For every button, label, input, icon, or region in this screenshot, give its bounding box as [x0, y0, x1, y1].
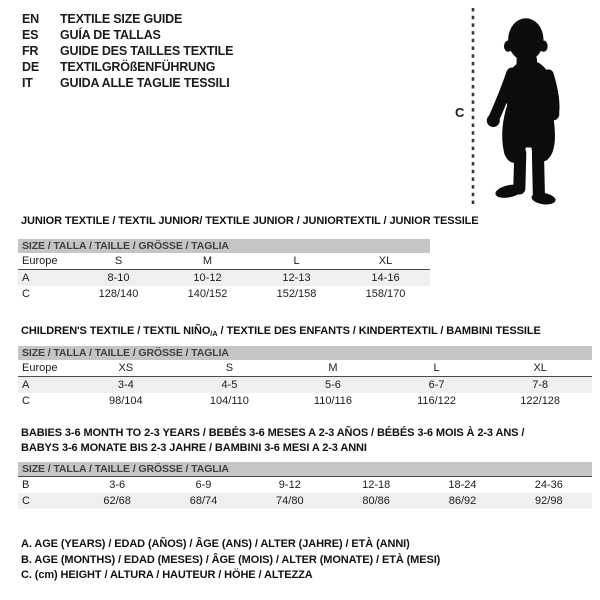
legend-line-a: A. AGE (YEARS) / EDAD (AÑOS) / ÂGE (ANS) / ALTER (JAHRE) / ETÀ (ANNI): [21, 538, 410, 550]
title-line-1: BABIES 3-6 MONTH TO 2-3 YEARS / BEBÉS 3-6 MESES A 2-3 AÑOS / BÉBÉS 3-6 MOIS À 2-3 ANS /: [21, 427, 525, 439]
table-row-age: [18, 377, 592, 393]
age-cell: 3-4: [117, 379, 134, 391]
junior-size-table: [18, 239, 430, 302]
months-cell: 3-6: [109, 479, 126, 491]
age-cell: 12-13: [282, 272, 311, 284]
height-cell: 116/122: [417, 395, 457, 407]
months-cell: 6-9: [195, 479, 212, 491]
row-label: Europe: [22, 255, 58, 267]
age-cell: 14-16: [371, 272, 400, 284]
height-cell: 158/170: [365, 288, 406, 300]
language-row-it: [22, 75, 233, 91]
height-cell: 110/116: [313, 395, 353, 407]
size-header-bar: SIZE / TALLA / TAILLE / GRÖSSE / TAGLIA: [18, 239, 430, 253]
height-cell: 98/104: [108, 395, 143, 407]
legend-line-b: B. AGE (MONTHS) / EDAD (MESES) / ÂGE (MOIS) / ALTER (MONATE) / ETÀ (MESI): [21, 553, 441, 566]
size-cell: XL: [378, 255, 393, 267]
language-label: TEXTILGRÖßENFÜHRUNG: [60, 60, 216, 74]
size-cell: L: [433, 362, 440, 374]
height-cell: 128/140: [98, 288, 139, 300]
babies-size-table: [18, 462, 592, 509]
language-row-en: [22, 11, 233, 27]
table-row-europe: [18, 253, 430, 270]
size-cell: S: [225, 362, 234, 374]
age-cell: 4-5: [221, 379, 238, 391]
children-section-title: [21, 325, 541, 338]
language-label: GUÍA DE TALLAS: [60, 28, 161, 42]
height-cell: 122/128: [520, 395, 561, 407]
height-cell: 140/152: [187, 288, 228, 300]
table-row-height: [18, 286, 430, 302]
height-measure-dashed-line: [471, 8, 475, 212]
height-cell: 152/158: [276, 288, 317, 300]
table-row-months: [18, 477, 592, 493]
age-cell: 5-6: [325, 379, 341, 391]
language-row-es: [22, 27, 233, 43]
size-cell: L: [293, 255, 300, 267]
row-label: Europe: [22, 362, 58, 374]
title-subscript: /A: [210, 329, 218, 338]
height-cell: 86/92: [448, 495, 477, 507]
row-label: C: [22, 395, 30, 407]
months-cell: 9-12: [278, 479, 301, 491]
months-cell: 12-18: [362, 479, 391, 491]
language-label: TEXTILE SIZE GUIDE: [60, 12, 183, 26]
height-cell: 92/98: [535, 495, 563, 507]
language-code: FR: [22, 44, 39, 58]
title-line-2: BABYS 3-6 MONATE BIS 2-3 JAHRE / BAMBINI 3-6 MESI A 2-3 ANNI: [21, 442, 367, 454]
size-cell: XL: [533, 362, 547, 374]
title-text: / TEXTILE DES ENFANTS / KINDERTEXTIL / BAMBINI TESSILE: [217, 325, 541, 337]
age-cell: 10-12: [193, 272, 222, 284]
age-cell: 8-10: [107, 272, 130, 284]
legend-line-c: C. (cm) HEIGHT / ALTURA / HAUTEUR / HÖHE / ALTEZZA: [21, 569, 313, 581]
height-cell: 62/68: [103, 495, 131, 507]
row-label: C: [22, 288, 30, 300]
height-cell: 80/86: [362, 495, 390, 507]
size-header-bar: SIZE / TALLA / TAILLE / GRÖSSE / TAGLIA: [18, 462, 592, 477]
size-cell: S: [114, 255, 123, 267]
height-cell: 68/74: [189, 495, 218, 507]
language-row-de: [22, 59, 233, 75]
size-cell: M: [328, 362, 338, 374]
table-row-age: [18, 270, 430, 286]
language-code: DE: [22, 60, 39, 74]
table-row-europe: [18, 360, 592, 377]
measure-legend: [21, 537, 440, 584]
children-size-table: [18, 346, 592, 409]
age-cell: 6-7: [428, 379, 445, 391]
language-code: IT: [22, 76, 33, 90]
language-row-fr: [22, 43, 233, 59]
age-cell: 7-8: [532, 379, 549, 391]
row-label: C: [22, 495, 30, 507]
language-code: ES: [22, 28, 39, 42]
table-row-height: [18, 393, 592, 409]
height-cell: 74/80: [276, 495, 304, 507]
months-cell: 24-36: [534, 479, 563, 491]
babies-section-title: [21, 426, 581, 456]
row-label: B: [22, 479, 30, 491]
language-code: EN: [22, 12, 39, 26]
height-measure-label: C: [455, 105, 465, 120]
size-header-bar: SIZE / TALLA / TAILLE / GRÖSSE / TAGLIA: [18, 346, 592, 360]
size-cell: M: [202, 255, 213, 267]
language-label: GUIDA ALLE TAGLIE TESSILI: [60, 76, 230, 90]
row-label: A: [22, 379, 30, 391]
size-cell: XS: [118, 362, 134, 374]
months-cell: 18-24: [448, 479, 477, 491]
language-list: [22, 11, 233, 91]
language-label: GUIDE DES TAILLES TEXTILE: [60, 44, 234, 58]
title-text: CHILDREN'S TEXTILE / TEXTIL NIÑO: [21, 325, 211, 337]
row-label: A: [22, 272, 30, 284]
junior-section-title: JUNIOR TEXTILE / TEXTIL JUNIOR/ TEXTILE JUNIOR / JUNIORTEXTIL / JUNIOR TESSILE: [21, 215, 479, 227]
height-cell: 104/110: [209, 395, 249, 407]
table-row-height: [18, 493, 592, 509]
toddler-silhouette-icon: [481, 8, 593, 213]
